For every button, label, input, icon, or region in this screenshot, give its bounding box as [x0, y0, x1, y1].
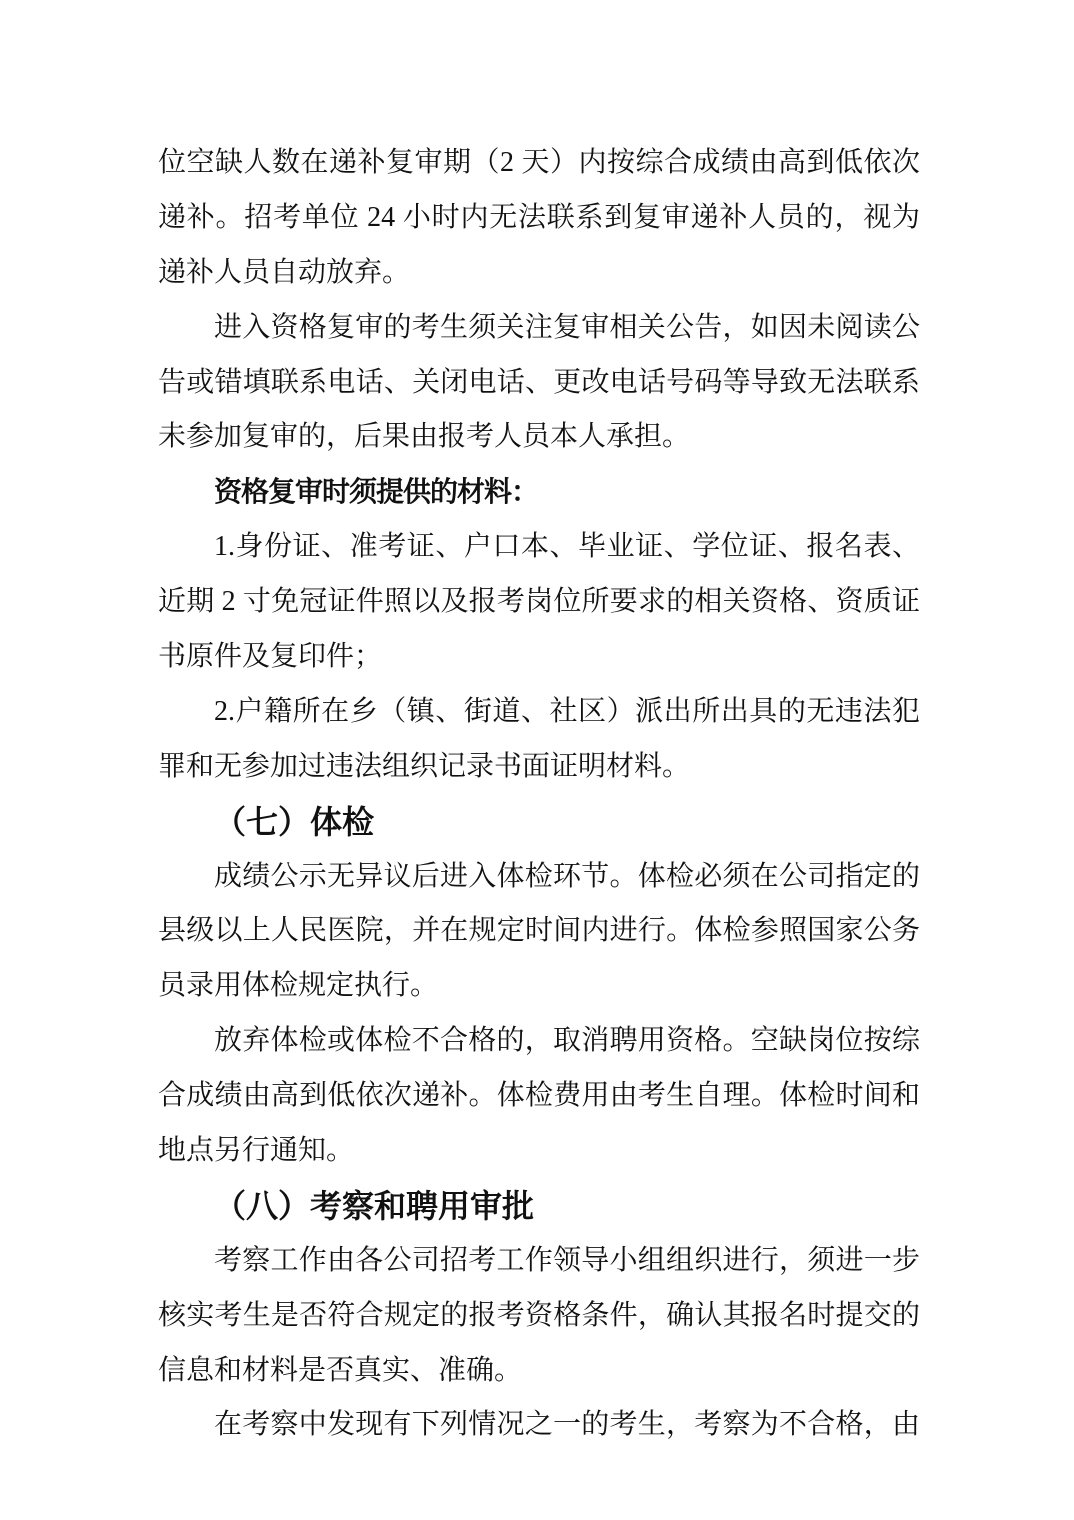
text-line: 进入资格复审的考生须关注复审相关公告，如因未阅读公 — [214, 311, 920, 343]
text-line: 近期 2 寸免冠证件照以及报考岗位所要求的相关资格、资质证 — [158, 586, 920, 618]
text-line: 在考察中发现有下列情况之一的考生，考察为不合格，由 — [214, 1409, 920, 1441]
text-line: 放弃体检或体检不合格的，取消聘用资格。空缺岗位按综 — [214, 1025, 920, 1057]
text-line: 未参加复审的，后果由报考人员本人承担。 — [158, 421, 691, 453]
text-line: 信息和材料是否真实、准确。 — [158, 1354, 523, 1386]
materials-heading: 资格复审时须提供的材料： — [214, 476, 539, 508]
text-line: 合成绩由高到低依次递补。体检费用由考生自理。体检时间和 — [158, 1080, 920, 1112]
text-line: 罪和无参加过违法组织记录书面证明材料。 — [158, 750, 691, 782]
document-text-block — [158, 136, 920, 1453]
text-line: 递补。招考单位 24 小时内无法联系到复审递补人员的，视为 — [158, 201, 920, 233]
text-line: 1.身份证、准考证、户口本、毕业证、学位证、报名表、 — [214, 531, 920, 563]
text-line: 核实考生是否符合规定的报考资格条件，确认其报名时提交的 — [158, 1299, 920, 1331]
section-heading-physical-exam: （七）体检 — [214, 803, 375, 840]
text-line: 2.户籍所在乡（镇、街道、社区）派出所出具的无违法犯 — [214, 695, 920, 727]
text-line: 考察工作由各公司招考工作领导小组组织进行，须进一步 — [214, 1244, 920, 1276]
section-heading-inspection-approval: （八）考察和聘用审批 — [214, 1187, 535, 1224]
text-line: 成绩公示无异议后进入体检环节。体检必须在公司指定的 — [214, 860, 920, 892]
text-line: 书原件及复印件； — [158, 641, 383, 673]
text-line: 告或错填联系电话、关闭电话、更改电话号码等导致无法联系 — [158, 366, 920, 398]
text-line: 地点另行通知。 — [158, 1135, 355, 1167]
text-line: 员录用体检规定执行。 — [158, 970, 439, 1002]
text-line: 位空缺人数在递补复审期（2 天）内按综合成绩由高到低依次 — [158, 147, 920, 178]
text-line: 递补人员自动放弃。 — [158, 256, 411, 288]
text-line: 县级以上人民医院，并在规定时间内进行。体检参照国家公务 — [158, 915, 920, 947]
